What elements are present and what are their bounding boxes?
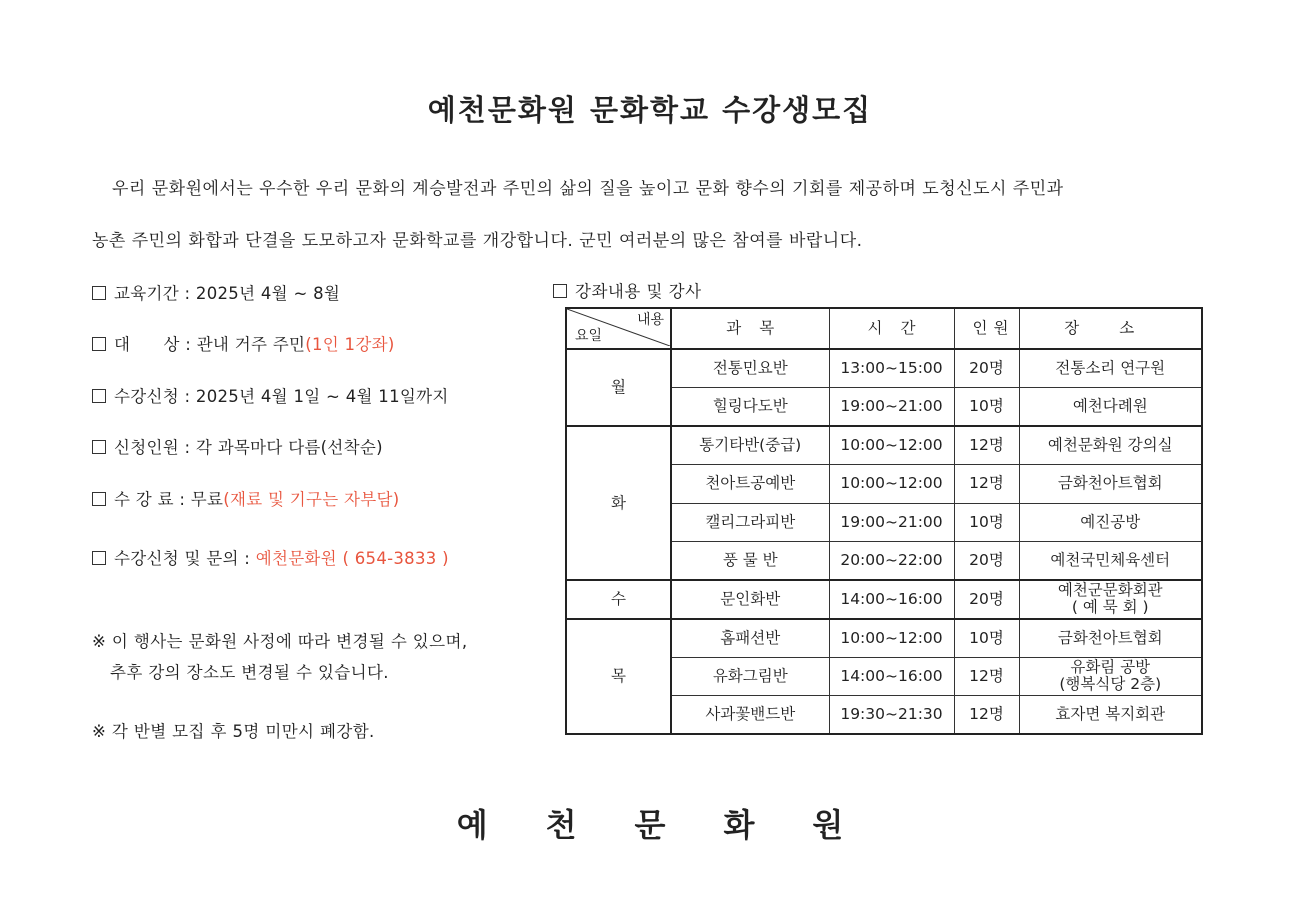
info-headcount: 신청인원 : 각 과목마다 다름(선착순)	[92, 434, 383, 458]
cell-subject: 풍 물 반	[671, 542, 829, 581]
cell-subject: 홈패션반	[671, 619, 829, 658]
info-period: 교육기간 : 2025년 4월 ~ 8월	[92, 280, 340, 304]
header-people: 인원	[954, 308, 1019, 349]
cell-subject: 사과꽃밴드반	[671, 696, 829, 735]
checkbox-square-icon	[92, 389, 106, 403]
cell-subject: 캘리그라피반	[671, 503, 829, 542]
cell-place: 금화천아트협회	[1019, 619, 1202, 658]
cell-people: 12명	[954, 426, 1019, 465]
cell-people: 12명	[954, 465, 1019, 504]
table-row	[566, 426, 1202, 465]
intro-line-2: 농촌 주민의 화합과 단결을 도모하고자 문화학교를 개강합니다. 군민 여러분의 많은 참여를 바랍니다.	[92, 231, 863, 251]
cell-time: 19:00~21:00	[829, 503, 954, 542]
cell-subject: 통기타반(중급)	[671, 426, 829, 465]
table-row	[566, 349, 1202, 388]
day-wednesday: 수	[566, 580, 671, 619]
cell-subject: 문인화반	[671, 580, 829, 619]
cell-time: 19:00~21:00	[829, 388, 954, 427]
cell-time: 10:00~12:00	[829, 426, 954, 465]
day-tuesday: 화	[566, 426, 671, 580]
cell-people: 12명	[954, 657, 1019, 696]
cell-time: 19:30~21:30	[829, 696, 954, 735]
cell-place: 예천다례원	[1019, 388, 1202, 427]
checkbox-square-icon	[92, 551, 106, 565]
cell-people: 20명	[954, 542, 1019, 581]
cell-time: 14:00~16:00	[829, 580, 954, 619]
cell-place: 예진공방	[1019, 503, 1202, 542]
cell-place: 금화천아트협회	[1019, 465, 1202, 504]
table-header-row	[566, 308, 1202, 349]
header-place: 장소	[1019, 308, 1202, 349]
info-target: 대 상 : 관내 거주 주민(1인 1강좌)	[92, 331, 395, 355]
cell-time: 10:00~12:00	[829, 465, 954, 504]
cell-people: 10명	[954, 388, 1019, 427]
notice-change: ※ 이 행사는 문화원 사정에 따라 변경될 수 있으며, 추후 강의 장소도 변경될 수 있습니다.	[92, 632, 468, 682]
page-title: 예천문화원 문화학교 수강생모집	[427, 93, 873, 127]
checkbox-square-icon	[553, 284, 567, 298]
cell-time: 10:00~12:00	[829, 619, 954, 658]
intro-line-1: 우리 문화원에서는 우수한 우리 문화의 계승발전과 주민의 삶의 질을 높이고 문화 향수의 기회를 제공하며 도청신도시 주민과	[112, 179, 1064, 199]
cell-place: 효자면 복지회관	[1019, 696, 1202, 735]
checkbox-square-icon	[92, 337, 106, 351]
footer-organization: 예천문화원	[456, 806, 902, 844]
cell-place: 예천문화원 강의실	[1019, 426, 1202, 465]
cell-place: 예천군문화회관 ( 예 묵 회 )	[1019, 580, 1202, 619]
cell-people: 20명	[954, 349, 1019, 388]
header-time: 시간	[829, 308, 954, 349]
cell-people: 10명	[954, 503, 1019, 542]
cell-subject: 유화그림반	[671, 657, 829, 696]
cell-people: 12명	[954, 696, 1019, 735]
course-table	[565, 307, 1203, 735]
cell-subject: 전통민요반	[671, 349, 829, 388]
day-monday: 월	[566, 349, 671, 426]
cell-time: 13:00~15:00	[829, 349, 954, 388]
cell-subject: 천아트공예반	[671, 465, 829, 504]
day-thursday: 목	[566, 619, 671, 735]
table-row	[566, 580, 1202, 619]
cell-people: 10명	[954, 619, 1019, 658]
info-apply: 수강신청 : 2025년 4월 1일 ~ 4월 11일까지	[92, 383, 449, 407]
section-title: 강좌내용 및 강사	[553, 278, 702, 302]
cell-place: 전통소리 연구원	[1019, 349, 1202, 388]
cell-place: 예천국민체육센터	[1019, 542, 1202, 581]
info-fee: 수 강 료 : 무료(재료 및 기구는 자부담)	[92, 486, 400, 510]
info-contact: 수강신청 및 문의 : 예천문화원 ( 654-3833 )	[92, 545, 449, 569]
notice-cancel: ※ 각 반별 모집 후 5명 미만시 폐강함.	[92, 722, 375, 741]
cell-people: 20명	[954, 580, 1019, 619]
cell-subject: 힐링다도반	[671, 388, 829, 427]
table-row	[566, 619, 1202, 658]
checkbox-square-icon	[92, 286, 106, 300]
cell-time: 14:00~16:00	[829, 657, 954, 696]
checkbox-square-icon	[92, 492, 106, 506]
cell-time: 20:00~22:00	[829, 542, 954, 581]
header-subject: 과목	[671, 308, 829, 349]
diagonal-header-cell: 내용 요일	[566, 308, 671, 349]
checkbox-square-icon	[92, 440, 106, 454]
cell-place: 유화림 공방 (행복식당 2층)	[1019, 657, 1202, 696]
